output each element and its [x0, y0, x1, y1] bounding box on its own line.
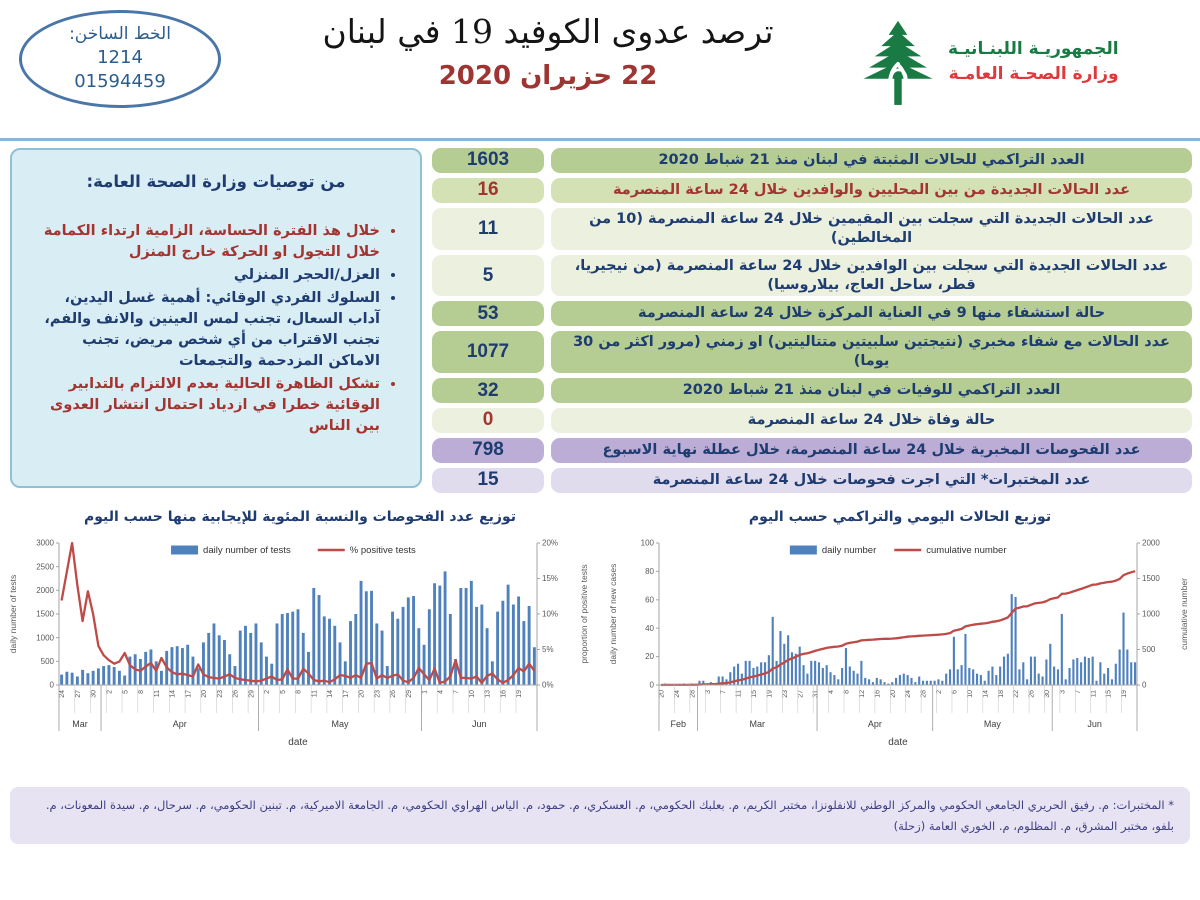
svg-text:12: 12	[858, 690, 866, 698]
x-axis-title: date	[888, 737, 908, 748]
ministry-name	[948, 37, 1119, 86]
stats-table	[432, 148, 1192, 493]
svg-text:2000: 2000	[36, 585, 54, 595]
svg-text:% positive tests: % positive tests	[349, 545, 416, 556]
svg-text:8: 8	[138, 690, 146, 694]
svg-text:2: 2	[106, 690, 114, 694]
recommendations-title: من توصيات وزارة الصحة العامة:	[86, 172, 346, 191]
svg-text:16: 16	[874, 690, 882, 698]
svg-text:10: 10	[468, 690, 476, 698]
recommendation-item: • خلال هذ الفترة الحساسة، الزامية ارتداء الكمامة خلال التجول او الحركة خارج المنزل	[30, 221, 380, 263]
svg-text:4: 4	[437, 690, 445, 694]
row-value: 32	[432, 378, 544, 403]
hotline-wrap	[0, 6, 240, 108]
row-label: عدد الحالات مع شفاء مخبري (نتيجتين سلبيتين متتاليتين) او زمني (مرور اكثر من 30 يوما)	[551, 331, 1192, 373]
svg-text:daily number: daily number	[821, 545, 877, 556]
recommendations-list	[30, 221, 402, 437]
svg-text:Feb: Feb	[670, 719, 687, 729]
row-value: 1077	[432, 331, 544, 373]
svg-text:5%: 5%	[542, 645, 554, 655]
table-row	[432, 301, 1192, 326]
table-row	[432, 255, 1192, 297]
table-row	[432, 408, 1192, 433]
hotline-short-number: 1214	[97, 47, 143, 69]
svg-text:May: May	[983, 719, 1001, 729]
svg-text:16: 16	[500, 690, 508, 698]
svg-text:1500: 1500	[1142, 574, 1160, 584]
svg-text:2500: 2500	[36, 562, 54, 572]
svg-text:60: 60	[645, 595, 654, 605]
svg-text:11: 11	[311, 690, 319, 698]
footnote-text: * المختبرات: م. رفيق الحريري الجامعي الحكومي والمركز الوطني للانفلونزا، مختبر الكريم، م. بعلبك الحكومي، م. العسكري، م. حمود، م. الياس الهراوي الحكومي، م. الجامعة الاميركية، م. تبنين الحكومي، م. سرحال، م. سيدة المعونات، م. بلفو، مختبر المشرق، م. المظلوم، م. الخوري العامة (زحلة)	[45, 798, 1174, 833]
row-label: عدد الحالات الجديدة التي سجلت بين المقيمين خلال 24 ساعة المنصرمة (10 من المخالطين)	[551, 208, 1192, 250]
svg-text:10: 10	[966, 690, 974, 698]
ministry-name-line1: الجمهوريـة اللبنـانيـة	[948, 39, 1119, 60]
y1-axis-title: daily number of tests	[8, 574, 18, 654]
svg-text:10%: 10%	[542, 609, 559, 619]
svg-text:11: 11	[735, 690, 743, 698]
table-row	[432, 438, 1192, 463]
svg-text:29: 29	[248, 690, 256, 698]
bars-series	[60, 571, 536, 685]
row-label: حالة استشفاء منها 9 في العناية المركزة خلال 24 ساعة المنصرمة	[551, 301, 1192, 326]
row-value: 11	[432, 208, 544, 250]
svg-text:Mar: Mar	[72, 719, 88, 729]
svg-text:27: 27	[74, 690, 82, 698]
row-value: 5	[432, 255, 544, 297]
svg-text:26: 26	[232, 690, 240, 698]
svg-text:15%: 15%	[542, 574, 559, 584]
chart-titles	[0, 509, 1200, 525]
svg-text:20: 20	[645, 652, 654, 662]
svg-text:13: 13	[484, 690, 492, 698]
svg-text:23: 23	[781, 690, 789, 698]
svg-text:500: 500	[1142, 645, 1156, 655]
page-title: ترصد عدوى الكوفيد 19 في لبنان	[322, 12, 774, 51]
svg-text:23: 23	[216, 690, 224, 698]
svg-text:30: 30	[90, 690, 98, 698]
y1-axis-title: daily number of new cases	[608, 563, 618, 665]
ministry-logo	[856, 6, 1200, 110]
svg-text:3000: 3000	[36, 538, 54, 548]
svg-text:8: 8	[843, 690, 851, 694]
svg-text:23: 23	[374, 690, 382, 698]
row-value: 15	[432, 468, 544, 493]
svg-text:14: 14	[169, 690, 177, 698]
svg-text:500: 500	[40, 656, 54, 666]
svg-text:Mar: Mar	[749, 719, 766, 729]
svg-text:80: 80	[645, 567, 654, 576]
cases-chart	[605, 531, 1195, 777]
svg-text:100: 100	[640, 538, 654, 548]
hotline-oval	[19, 10, 221, 108]
svg-text:Apr: Apr	[867, 719, 882, 729]
svg-text:19: 19	[766, 690, 774, 698]
row-label: العدد التراكمي للوفيات في لبنان منذ 21 شباط 2020	[551, 378, 1192, 403]
header	[0, 0, 1200, 136]
svg-text:8: 8	[295, 690, 303, 694]
svg-text:20: 20	[201, 690, 209, 698]
charts-row	[0, 525, 1200, 777]
row-label: عدد المختبرات* التي اجرت فحوصات خلال 24 ساعة المنصرمة	[551, 468, 1192, 493]
svg-text:7: 7	[720, 690, 728, 694]
svg-text:cumulative number: cumulative number	[926, 545, 1007, 556]
svg-text:0: 0	[649, 680, 654, 690]
svg-text:15: 15	[751, 690, 759, 698]
recommendation-item: • السلوك الفردي الوقائي: أهمية غسل اليدين، آداب السعال، تجنب لمس العينين والانف والفم، تجنب الاقتراب من أي شخص مريض، تجنب الاماكن المزدحمة والتجمعات	[30, 288, 380, 372]
recommendation-item: • تشكل الظاهرة الحالية بعدم الالتزام بالتدابير الوقائية خطرا في ازدياد احتمال انتشار العدوى بين الناس	[30, 374, 380, 437]
y2-axis-title: proportion of positive tests	[579, 564, 589, 664]
svg-text:5: 5	[279, 690, 287, 694]
svg-text:31: 31	[812, 690, 820, 698]
svg-text:29: 29	[405, 690, 413, 698]
cedar-tree-icon	[856, 14, 940, 110]
svg-text:3: 3	[704, 690, 712, 694]
tests-chart-title: توزيع عدد الفحوصات والنسبة المئوية للإيجابية منها حسب اليوم	[84, 509, 516, 525]
footnote-box	[10, 787, 1190, 844]
svg-text:14: 14	[327, 690, 335, 698]
svg-text:7: 7	[453, 690, 461, 694]
svg-text:19: 19	[1121, 690, 1129, 698]
svg-text:2000: 2000	[1142, 538, 1160, 548]
svg-text:28: 28	[920, 690, 928, 698]
svg-text:22: 22	[1013, 690, 1021, 698]
svg-text:14: 14	[982, 690, 990, 698]
svg-text:0%: 0%	[542, 680, 554, 690]
svg-text:18: 18	[997, 690, 1005, 698]
legend	[790, 545, 1007, 556]
svg-text:1: 1	[421, 690, 429, 694]
row-label: عدد الفحوصات المخبرية خلال 24 ساعة المنصرمة، خلال عطلة نهاية الاسبوع	[551, 438, 1192, 463]
row-value: 16	[432, 178, 544, 203]
svg-text:26: 26	[390, 690, 398, 698]
svg-text:1000: 1000	[36, 633, 54, 643]
svg-text:24: 24	[673, 690, 681, 698]
svg-text:4: 4	[828, 690, 836, 694]
row-value: 0	[432, 408, 544, 433]
svg-text:daily number of tests: daily number of tests	[203, 545, 291, 556]
svg-text:28: 28	[689, 690, 697, 698]
x-axis-labels	[659, 685, 1137, 713]
y2-axis-title: cumulative number	[1179, 578, 1189, 650]
svg-text:26: 26	[1028, 690, 1036, 698]
svg-text:24: 24	[59, 690, 67, 698]
svg-text:11: 11	[1090, 690, 1098, 698]
svg-text:0: 0	[1142, 680, 1147, 690]
svg-text:Jun: Jun	[1087, 719, 1102, 729]
row-value: 798	[432, 438, 544, 463]
svg-text:20: 20	[889, 690, 897, 698]
svg-text:1500: 1500	[36, 609, 54, 619]
svg-text:40: 40	[645, 623, 654, 633]
axis-ticks	[641, 539, 1161, 690]
row-label: عدد الحالات الجديدة من بين المحليين والوافدين خلال 24 ساعة المنصرمة	[551, 178, 1192, 203]
svg-text:17: 17	[185, 690, 193, 698]
report-date: 22 حزيران 2020	[438, 61, 658, 91]
svg-text:20: 20	[358, 690, 366, 698]
row-label: عدد الحالات الجديدة التي سجلت بين الوافدين خلال 24 ساعة المنصرمة (من نيجيريا، قطر، ساحل العاج، بيلاروسيا)	[551, 255, 1192, 297]
svg-text:20: 20	[658, 690, 666, 698]
row-value: 53	[432, 301, 544, 326]
main-row	[0, 141, 1200, 493]
table-row	[432, 208, 1192, 250]
svg-text:1000: 1000	[1142, 609, 1160, 619]
svg-text:2: 2	[936, 690, 944, 694]
table-row	[432, 468, 1192, 493]
row-label: حالة وفاة خلال 24 ساعة المنصرمة	[551, 408, 1192, 433]
svg-text:20%: 20%	[542, 538, 559, 548]
svg-text:Apr: Apr	[172, 719, 187, 729]
svg-text:6: 6	[951, 690, 959, 694]
hotline-phone-number: 01594459	[74, 71, 166, 93]
row-label: العدد التراكمي للحالات المثبتة في لبنان منذ 21 شباط 2020	[551, 148, 1192, 173]
recommendation-item: • العزل/الحجر المنزلي	[30, 265, 380, 286]
line-series	[661, 571, 1135, 685]
x-axis-title: date	[288, 737, 308, 748]
legend	[171, 545, 416, 556]
cases-chart-title: توزيع الحالات اليومي والتراكمي حسب اليوم	[748, 509, 1052, 525]
x-axis-labels	[59, 685, 537, 713]
svg-text:7: 7	[1074, 690, 1082, 694]
table-row	[432, 178, 1192, 203]
svg-text:2: 2	[264, 690, 272, 694]
svg-text:27: 27	[797, 690, 805, 698]
tests-chart	[5, 531, 595, 777]
table-row	[432, 331, 1192, 373]
svg-text:30: 30	[1044, 690, 1052, 698]
row-value: 1603	[432, 148, 544, 173]
svg-text:Jun: Jun	[471, 719, 487, 729]
svg-text:24: 24	[905, 690, 913, 698]
table-row	[432, 148, 1192, 173]
title-block	[240, 6, 856, 91]
recommendations-panel	[10, 148, 422, 488]
table-row	[432, 378, 1192, 403]
svg-text:3: 3	[1059, 690, 1067, 694]
axes	[659, 543, 1137, 685]
ministry-name-line2: وزارة الصحـة العامـة	[948, 64, 1119, 84]
svg-text:11: 11	[153, 690, 161, 698]
svg-text:17: 17	[342, 690, 350, 698]
svg-text:5: 5	[122, 690, 130, 694]
svg-text:0: 0	[49, 680, 54, 690]
hotline-label: الخط الساخن:	[69, 24, 171, 45]
svg-text:15: 15	[1105, 690, 1113, 698]
bars-series	[664, 594, 1136, 685]
svg-text:19: 19	[516, 690, 524, 698]
svg-text:May: May	[331, 719, 349, 729]
